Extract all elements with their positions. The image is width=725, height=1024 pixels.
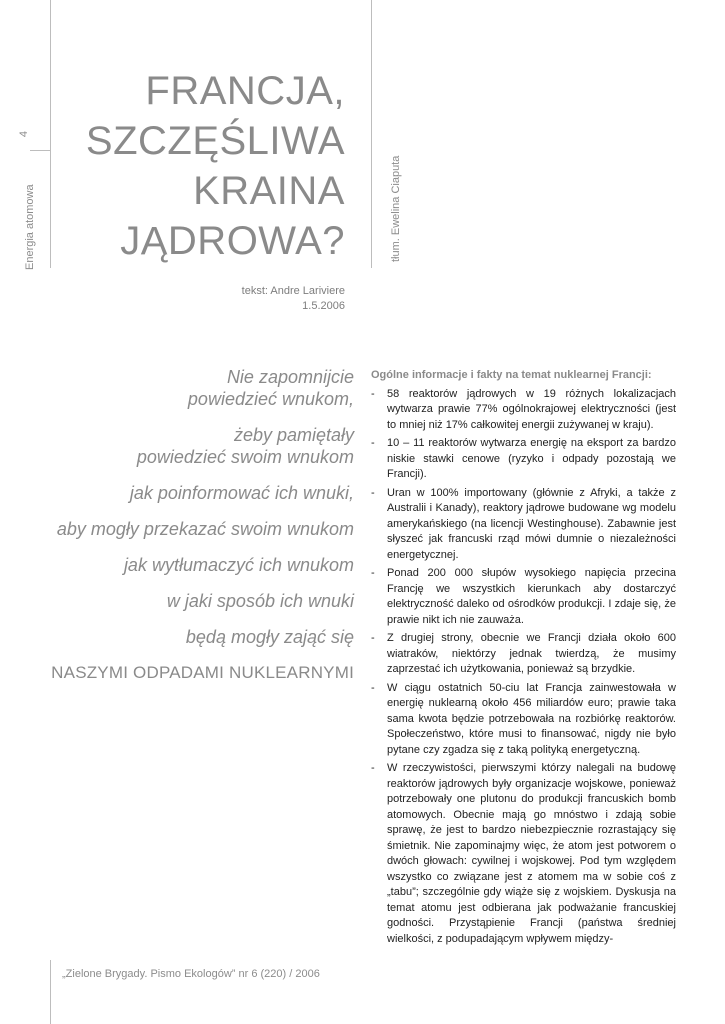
list-item: - W rzeczywistości, pierwszymi którzy nalegali na budowę reaktorów jądrowych były organizacje wojskowe, ponieważ potrzebowały one plutonu do produkcji francuskich bomb atomowych. Obecnie mają go mnóstwo i zdają sobie sprawę, że jest to bardzo niebezpiecznie rozrastający się śmietnik. Nie zapominajmy więc, że atom jest potworem o dwóch głowach: cywilnej i wojskowej. Pod tym względem wszystko co związane jest z atomem ma w sobie coś z „tabu”; szczególnie gdy wiąże się z wojskiem. Dyskusja na temat atomu jest odbierana jak podważanie francuskiej godności. Przystąpienie Francji (państwa średniej wielkości, z podupadającym wpływem między- bbox=[371, 761, 676, 947]
poem-stanza: aby mogły przekazać swoim wnukom bbox=[56, 519, 354, 539]
translator-credit: tłum. Ewelina Ciaputa bbox=[390, 155, 402, 262]
article-title bbox=[86, 66, 345, 266]
list-item: - Ponad 200 000 słupów wysokiego napięcia przecina Francję we wszystkich kierunkach aby dostarczyć elektryczność daleko od ośrodków produkcji. I zdaje się, że prawie nikt ich nie zauważa. bbox=[371, 566, 676, 628]
list-item: - 10 – 11 reaktorów wytwarza energię na eksport za bardzo niskie stawki cenowe (ryzyko i odpady pozostają we Francji). bbox=[371, 436, 676, 483]
poem-stanza: będą mogły zająć się bbox=[185, 627, 354, 647]
poem-stanza: żeby pamiętały powiedzieć swoim wnukom bbox=[136, 425, 354, 467]
title-line: FRANCJA, bbox=[145, 69, 345, 113]
poem-stanza: jak wytłumaczyć ich wnukom bbox=[123, 555, 354, 575]
byline bbox=[242, 284, 345, 314]
list-item: - 58 reaktorów jądrowych w 19 różnych lokalizacjach wytwarza prawie 77% ogólnokrajowej elektryczności (jest to mniej niż 17% całkowitej energii zużywanej w kraju). bbox=[371, 387, 676, 434]
poem-stanza: NASZYMI ODPADAMI NUKLEARNYMI bbox=[51, 663, 354, 682]
article-body bbox=[371, 368, 676, 950]
left-margin-rule bbox=[50, 0, 51, 268]
article-heading: Ogólne informacje i fakty na temat nuklearnej Francji: bbox=[371, 369, 652, 381]
fact-list bbox=[371, 387, 676, 948]
title-line: SZCZĘŚLIWA bbox=[85, 119, 345, 163]
list-item: - W ciągu ostatnich 50-ciu lat Francja zainwestowała w energię nuklearną około 456 miliardów euro; prawie taka sama kwota będzie potrzebowała na rozbiórkę reaktorów. Społeczeństwo, które musi to finansować, nigdy nie było pytane czy zgadza się z taką polityką energetyczną. bbox=[371, 681, 676, 759]
section-label: Energia atomowa bbox=[24, 184, 36, 270]
author: tekst: Andre Lariviere bbox=[241, 285, 345, 297]
list-item: - Z drugiej strony, obecnie we Francji działa około 600 wiatraków, niektórzy jednak twierdzą, że musimy zaprzestać ich użytkowania, ponieważ są brzydkie. bbox=[371, 631, 676, 678]
page-number: 4 bbox=[18, 130, 31, 138]
poem-stanza: jak poinformować ich wnuki, bbox=[129, 483, 354, 503]
title-line: KRAINA bbox=[193, 169, 345, 213]
footer-citation: „Zielone Brygady. Pismo Ekologów” nr 6 (220) / 2006 bbox=[62, 968, 320, 980]
poem-stanza: Nie zapomnijcie powiedzieć wnukom, bbox=[187, 367, 354, 409]
list-item: - Uran w 100% importowany (głównie z Afryki, a także z Australii i Kanady), reaktory jądrowe budowane wg modelu amerykańskiego (na licencji Westinghouse). Zabawnie jest słyszeć jak francuski rząd mówi dumnie o niezależności energetycznej. bbox=[371, 486, 676, 564]
poem bbox=[24, 366, 354, 698]
center-top-rule bbox=[371, 0, 372, 268]
title-line: JĄDROWA? bbox=[120, 219, 345, 263]
date: 1.5.2006 bbox=[302, 300, 345, 312]
page-number-rule bbox=[30, 150, 50, 151]
poem-stanza: w jaki sposób ich wnuki bbox=[166, 591, 354, 611]
left-margin-rule-bottom bbox=[50, 960, 51, 1024]
